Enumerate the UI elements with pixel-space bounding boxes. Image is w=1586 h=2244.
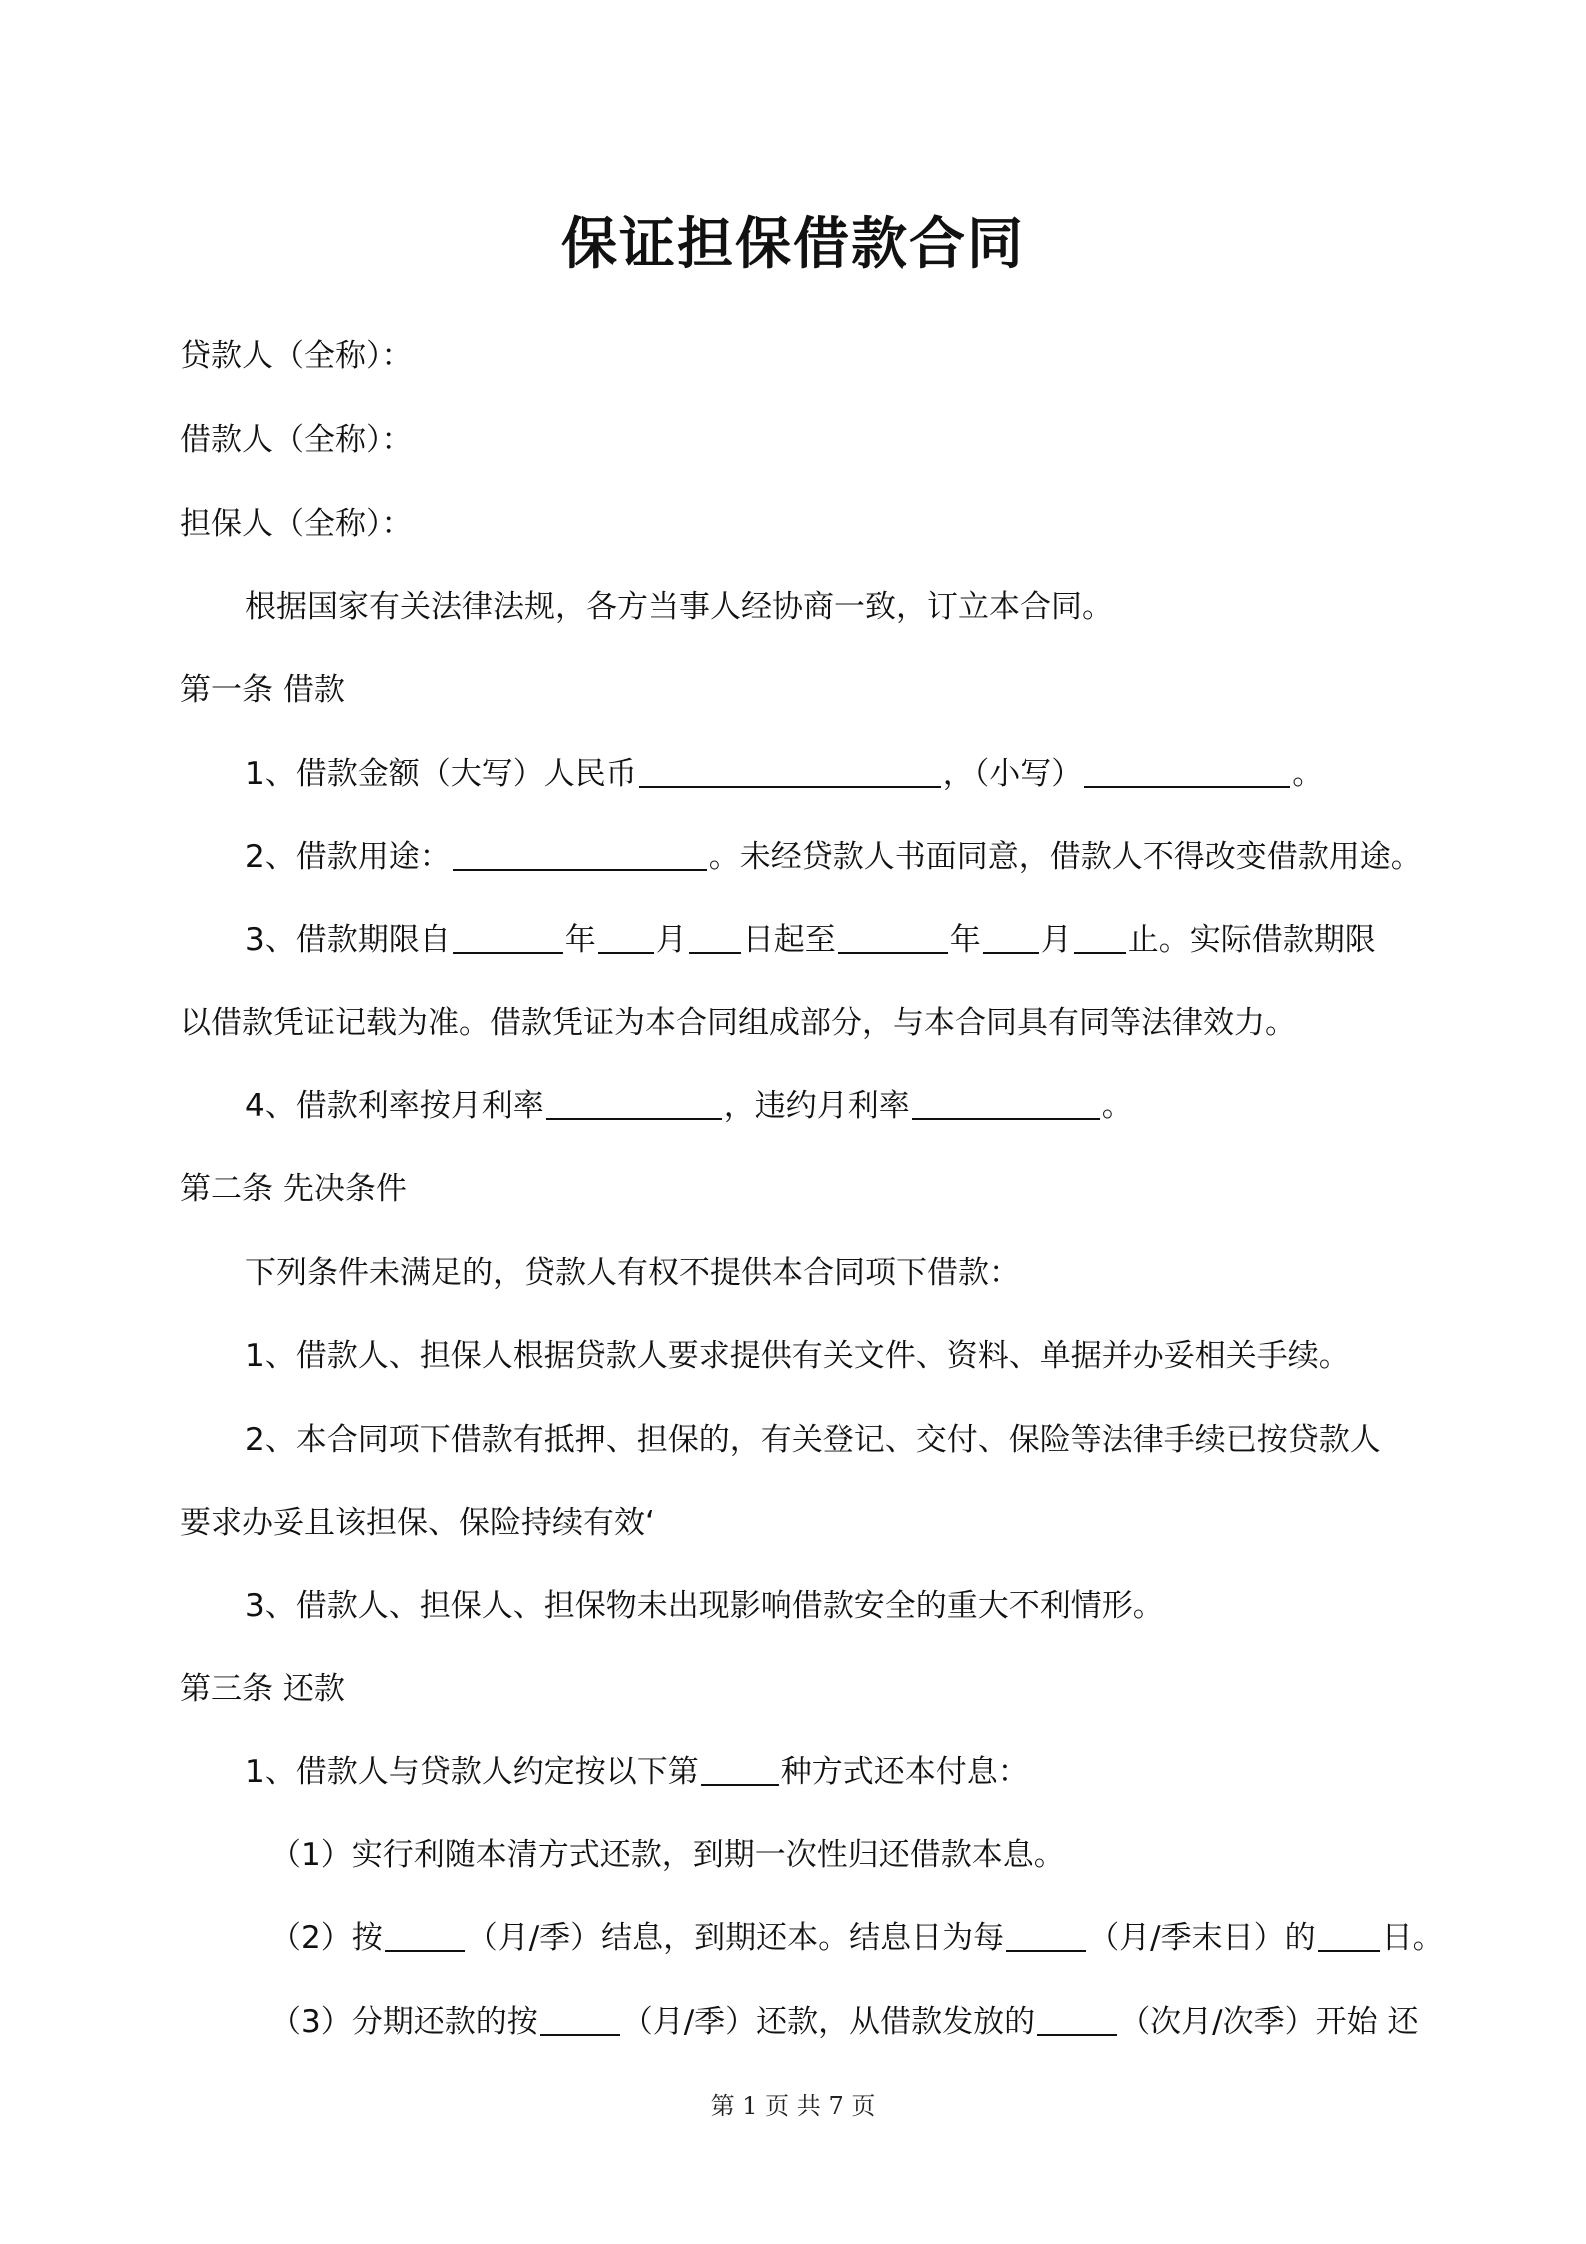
opt2-text-d: 日。 [1381, 1920, 1444, 1956]
article1-item3 [245, 918, 1376, 962]
item2-text-b: 。未经贷款人书面同意，借款人不得改变借款用途。 [708, 839, 1422, 875]
interest-period-blank[interactable] [385, 1920, 465, 1952]
article2-heading: 第二条 先决条件 [180, 1171, 407, 1207]
opt2-text-b: （月/季）结息，到期还本。结息日为每 [466, 1920, 1005, 1956]
loan-purpose-blank[interactable] [453, 839, 707, 871]
item3-text-d: 日起至 [742, 922, 836, 958]
article1-item4 [245, 1084, 1133, 1128]
a3-item1-text-b: 种方式还本付息： [780, 1754, 1029, 1790]
article1-heading: 第一条 借款 [180, 672, 345, 708]
article1-item1 [245, 752, 1323, 796]
start-day-blank[interactable] [689, 922, 741, 954]
article1-item2 [245, 835, 1422, 879]
opt2-text-c: （月/季末日）的 [1088, 1920, 1316, 1956]
borrower-line: 借款人（全称）： [180, 422, 413, 458]
default-rate-blank[interactable] [912, 1088, 1100, 1120]
item4-text-c: 。 [1101, 1088, 1133, 1124]
opt3-text-b: （月/季）还款，从借款发放的 [621, 2004, 1036, 2040]
article1-item3-cont: 以借款凭证记载为准。借款凭证为本合同组成部分，与本合同具有同等法律效力。 [180, 1005, 1296, 1041]
item1-text-a: 1、借款金额（大写）人民币 [245, 756, 637, 792]
intro-paragraph: 根据国家有关法律法规，各方当事人经协商一致，订立本合同。 [245, 589, 1113, 625]
opt3-text-c: （次月/次季）开始 还 [1119, 2004, 1419, 2040]
item4-text-b: ，违约月利率 [723, 1088, 910, 1124]
end-day-blank[interactable] [1074, 922, 1126, 954]
a3-item1-text-a: 1、借款人与贷款人约定按以下第 [245, 1754, 699, 1790]
article2-item2: 2、本合同项下借款有抵押、担保的，有关登记、交付、保险等法律手续已按贷款人 [245, 1422, 1381, 1458]
repayment-method-blank[interactable] [701, 1754, 779, 1786]
item1-text-c: 。 [1292, 756, 1324, 792]
document-title: 保证担保借款合同 [561, 212, 1025, 277]
article3-heading: 第三条 还款 [180, 1671, 345, 1707]
item3-text-b: 年 [564, 922, 596, 958]
item4-text-a: 4、借款利率按月利率 [245, 1088, 544, 1124]
start-month-blank[interactable] [598, 922, 654, 954]
installment-period-blank[interactable] [540, 2004, 620, 2036]
amount-uppercase-blank[interactable] [639, 756, 941, 788]
installment-start-blank[interactable] [1037, 2004, 1117, 2036]
start-year-blank[interactable] [453, 922, 563, 954]
article2-item1: 1、借款人、担保人根据贷款人要求提供有关文件、资料、单据并办妥相关手续。 [245, 1338, 1350, 1374]
end-year-blank[interactable] [838, 922, 948, 954]
item3-text-g: 止。实际借款期限 [1127, 922, 1376, 958]
lender-line: 贷款人（全称）： [180, 338, 413, 374]
repayment-option-3 [270, 2000, 1419, 2044]
page-number-footer: 第 1 页 共 7 页 [710, 2092, 876, 2120]
item3-text-a: 3、借款期限自 [245, 922, 451, 958]
article2-intro: 下列条件未满足的，贷款人有权不提供本合同项下借款： [245, 1255, 1020, 1291]
monthly-rate-blank[interactable] [546, 1088, 722, 1120]
item1-text-b: ，（小写） [942, 756, 1083, 792]
interest-day-period-blank[interactable] [1006, 1920, 1086, 1952]
opt3-text-a: （3）分期还款的按 [270, 2004, 538, 2040]
article2-item3: 3、借款人、担保人、担保物未出现影响借款安全的重大不利情形。 [245, 1588, 1164, 1624]
item3-text-f: 月 [1040, 922, 1072, 958]
end-month-blank[interactable] [983, 922, 1039, 954]
opt2-text-a: （2）按 [270, 1920, 383, 1956]
article2-item2-cont: 要求办妥且该担保、保险持续有效‘ [180, 1505, 655, 1541]
item3-text-e: 年 [949, 922, 981, 958]
repayment-option-1: （1）实行利随本清方式还款，到期一次性归还借款本息。 [270, 1837, 1065, 1873]
article3-item1 [245, 1750, 1029, 1794]
item2-text-a: 2、借款用途： [245, 839, 451, 875]
amount-lowercase-blank[interactable] [1084, 756, 1290, 788]
guarantor-line: 担保人（全称）： [180, 506, 413, 542]
item3-text-c: 月 [655, 922, 687, 958]
repayment-option-2 [270, 1916, 1444, 1960]
interest-day-blank[interactable] [1318, 1920, 1380, 1952]
